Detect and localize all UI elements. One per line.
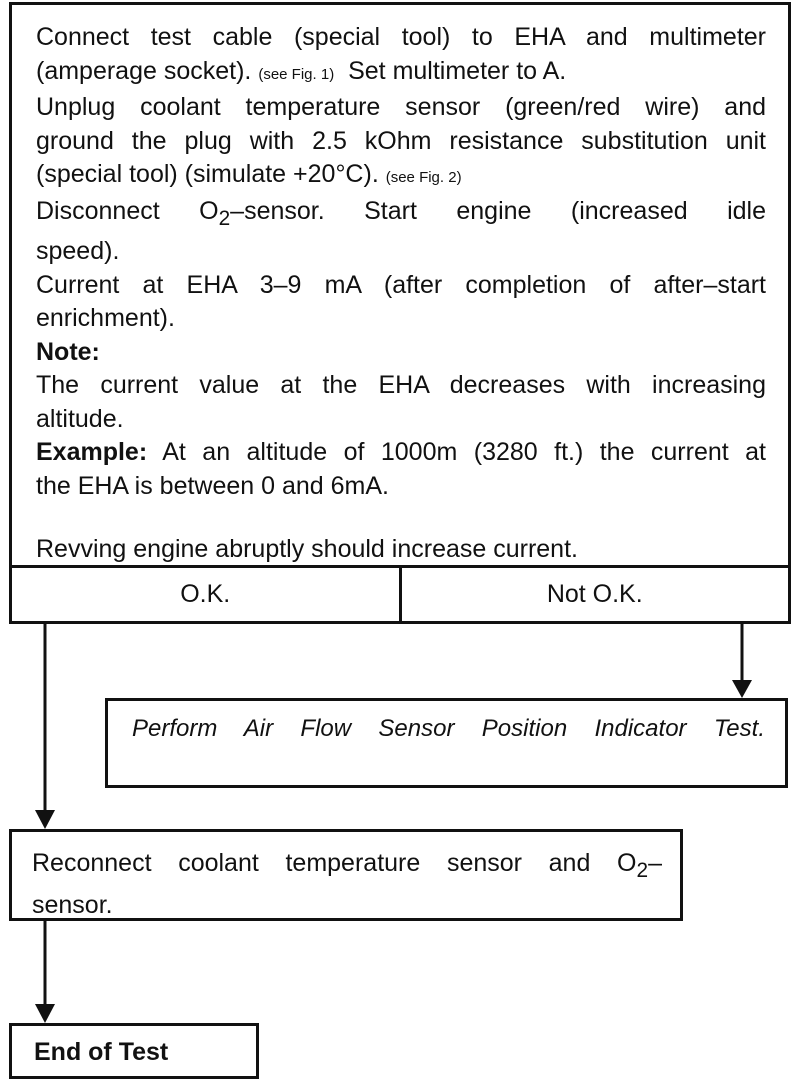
example-line: the EHA is between 0 and 6mA. — [36, 471, 389, 500]
instruction-text: (special tool) (simulate +20°C). — [36, 160, 379, 188]
end-of-test-text: End of Test — [34, 1038, 169, 1066]
spacer — [36, 503, 766, 533]
fig-1-reference: (see Fig. 1) — [258, 65, 335, 83]
instruction-text: (amperage socket). — [36, 56, 252, 85]
instruction-line: Current at EHA 3–9 mA (after completion of after–start — [36, 270, 766, 299]
test-instructions-box — [9, 2, 791, 568]
instruction-text: Set multimeter to A. — [348, 56, 567, 85]
subscript: 2 — [636, 859, 649, 882]
instruction-line: Connect test cable (special tool) to EHA and multimeter — [36, 23, 766, 51]
instruction-line — [36, 158, 766, 195]
revving-note: Revving engine abruptly should increase current. — [36, 535, 578, 563]
note-label: Note: — [36, 337, 100, 366]
note-text: The current value at the EHA decreases with increasing — [36, 371, 766, 399]
subscript: 2 — [218, 206, 231, 230]
result-row — [9, 565, 791, 624]
not-ok-cell: Not O.K. — [399, 568, 789, 621]
instruction-line — [36, 195, 766, 236]
end-arrow-head — [35, 1004, 55, 1023]
instruction-line: enrichment). — [36, 304, 175, 332]
reconnect-text: Reconnect coolant temperature sensor and O — [32, 849, 637, 877]
example-text: At an altitude of 1000m (3280 ft.) the current at — [162, 438, 766, 466]
reconnect-text: – — [648, 849, 662, 877]
instruction-text: Disconnect O — [36, 196, 219, 225]
not-ok-arrow-head — [732, 680, 752, 698]
instruction-line: speed). — [36, 237, 120, 265]
airflow-test-box — [105, 698, 788, 788]
example-line — [36, 436, 766, 470]
reconnect-line — [32, 846, 662, 888]
end-of-test-box — [9, 1023, 259, 1079]
instruction-line — [36, 55, 766, 92]
ok-arrow-head — [35, 810, 55, 829]
fig-2-reference: (see Fig. 2) — [385, 169, 462, 186]
ok-cell: O.K. — [180, 580, 231, 608]
example-label: Example: — [36, 438, 148, 466]
reconnect-line: sensor. — [32, 891, 113, 919]
instruction-text: –sensor. Start engine (increased idle — [230, 196, 766, 225]
airflow-test-text: Perform Air Flow Sensor Position Indicator Test. — [132, 715, 765, 742]
reconnect-box — [9, 829, 683, 921]
instruction-line: Unplug coolant temperature sensor (green/red wire) and — [36, 93, 766, 121]
note-text: altitude. — [36, 404, 124, 433]
instruction-line: ground the plug with 2.5 kOhm resistance substitution unit — [36, 126, 766, 155]
